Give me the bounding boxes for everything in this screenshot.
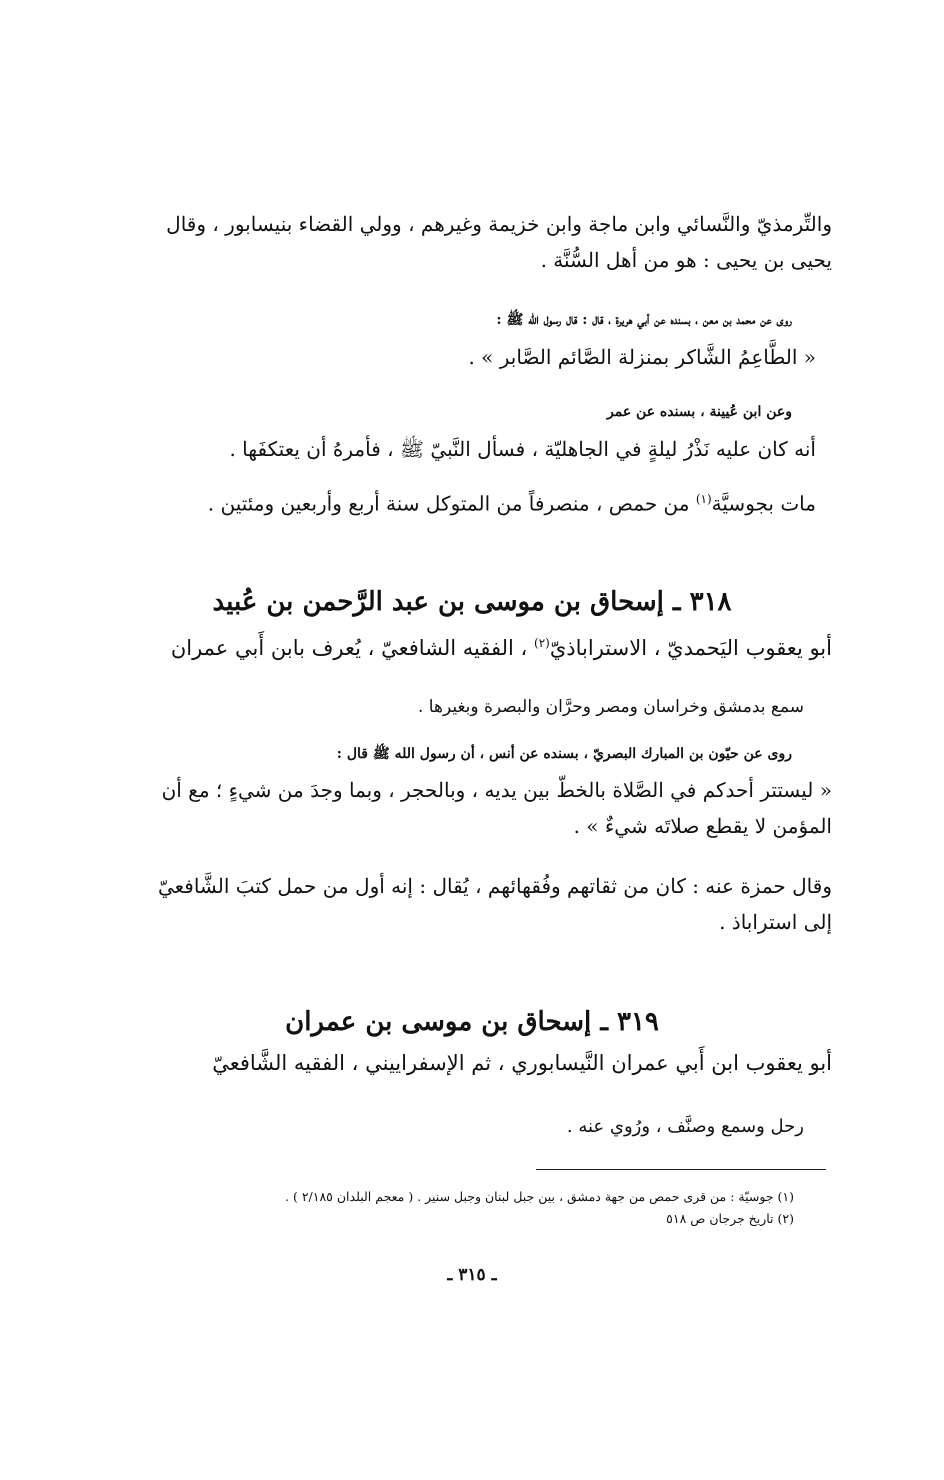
death-note-text-a: مات بجوسيَّة xyxy=(711,491,816,516)
entry-318-heard: سمع بدمشق وخراسان ومصر وحرَّان والبصرة وبغيرها . xyxy=(418,697,804,717)
entry-318-hamza-quote xyxy=(112,868,832,940)
entry-319-heading: ٣١٩ ـ إسحاق بن موسى بن عمران xyxy=(285,1007,659,1037)
entry-318-hadith-line-1: « ليستتر أحدكم في الصَّلاة بالخطّ بين يديه ، وبالحجر ، وبما وجدَ من شيءٍ ؛ مع أن xyxy=(161,778,832,802)
entry-318-hamza-line-2: إلى استراباذ . xyxy=(719,910,832,934)
entry-318-subtitle-a: أبو يعقوب اليَحمديّ ، الاستراباذيّ xyxy=(549,636,832,660)
hadith-2-narration: وعن ابن عُيينة ، بسنده عن عمر xyxy=(607,404,792,420)
entry-319-text: رحل وسمع وصنَّف ، ورُوي عنه . xyxy=(566,1116,804,1137)
entry-318-subtitle xyxy=(112,624,832,667)
hadith-1-narration: روى عن محمد بن معن ، بسنده عن أبي هريرة ، قال : قال رسول الله ﷺ : xyxy=(496,312,792,328)
death-note xyxy=(96,482,816,521)
footnote-ref-2: (٢) xyxy=(534,636,550,650)
entry-318-hadith-line-2: المؤمن لا يقطع صلاتَه شيءٌ » . xyxy=(573,814,832,838)
footnote-2: (٢) تاريخ جرجان ص ٥١٨ xyxy=(666,1211,794,1226)
intro-paragraph xyxy=(112,206,832,278)
entry-318-hadith xyxy=(112,772,832,844)
entry-318-heading: ٣١٨ ـ إسحاق بن موسى بن عبد الرَّحمن بن عُبيد xyxy=(212,587,732,617)
intro-line-2: يحيى بن يحيى : هو من أهل السُّنَّة . xyxy=(540,248,832,272)
entry-318-hamza-line-1: وقال حمزة عنه : كان من ثقاتهم وفُقهائهم ، يُقال : إنه أول من حمل كتبَ الشَّافعيّ xyxy=(157,874,832,898)
footnote-divider xyxy=(536,1169,826,1170)
entry-318-subtitle-b: ، الفقيه الشافعيّ ، يُعرف بابن أَبي عمران xyxy=(170,636,535,660)
page-number: ـ ٣١٥ ـ xyxy=(447,1265,497,1285)
entry-319-subtitle: أبو يعقوب ابن أَبي عمران النَّيسابوري ، ثم الإسفراييني ، الفقيه الشَّافعيّ xyxy=(212,1051,832,1075)
footnote-ref-1: (١) xyxy=(695,492,712,506)
footnote-1: (١) جوسيّة : من قرى حمص من جهة دمشق ، بين جبل لبنان وجبل سنير . ( معجم البلدان ٢/١٨٥ ) . xyxy=(285,1189,794,1204)
hadith-2-text: أنه كان عليه نَذْرُ ليلةٍ في الجاهليّة ، فسأل النَّبيّ ﷺ ، فأمرهُ أن يعتكفَها . xyxy=(229,437,816,461)
footnotes xyxy=(74,1186,794,1230)
hadith-1-text: « الطَّاعِمُ الشَّاكر بمنزلة الصَّائم الصَّابر » . xyxy=(468,345,816,369)
intro-line-1: والتِّرمذيّ والنَّسائي وابن ماجة وابن خزيمة وغيرهم ، وولي القضاء بنيسابور ، وقال xyxy=(166,212,832,236)
death-note-text-b: من حمص ، منصرفاً من المتوكل سنة أربع وأربعين ومئتين . xyxy=(207,491,696,516)
entry-318-narration: روى عن حيّون بن المبارك البصريّ ، بسنده عن أنس ، أن رسول الله ﷺ قال : xyxy=(336,746,792,762)
